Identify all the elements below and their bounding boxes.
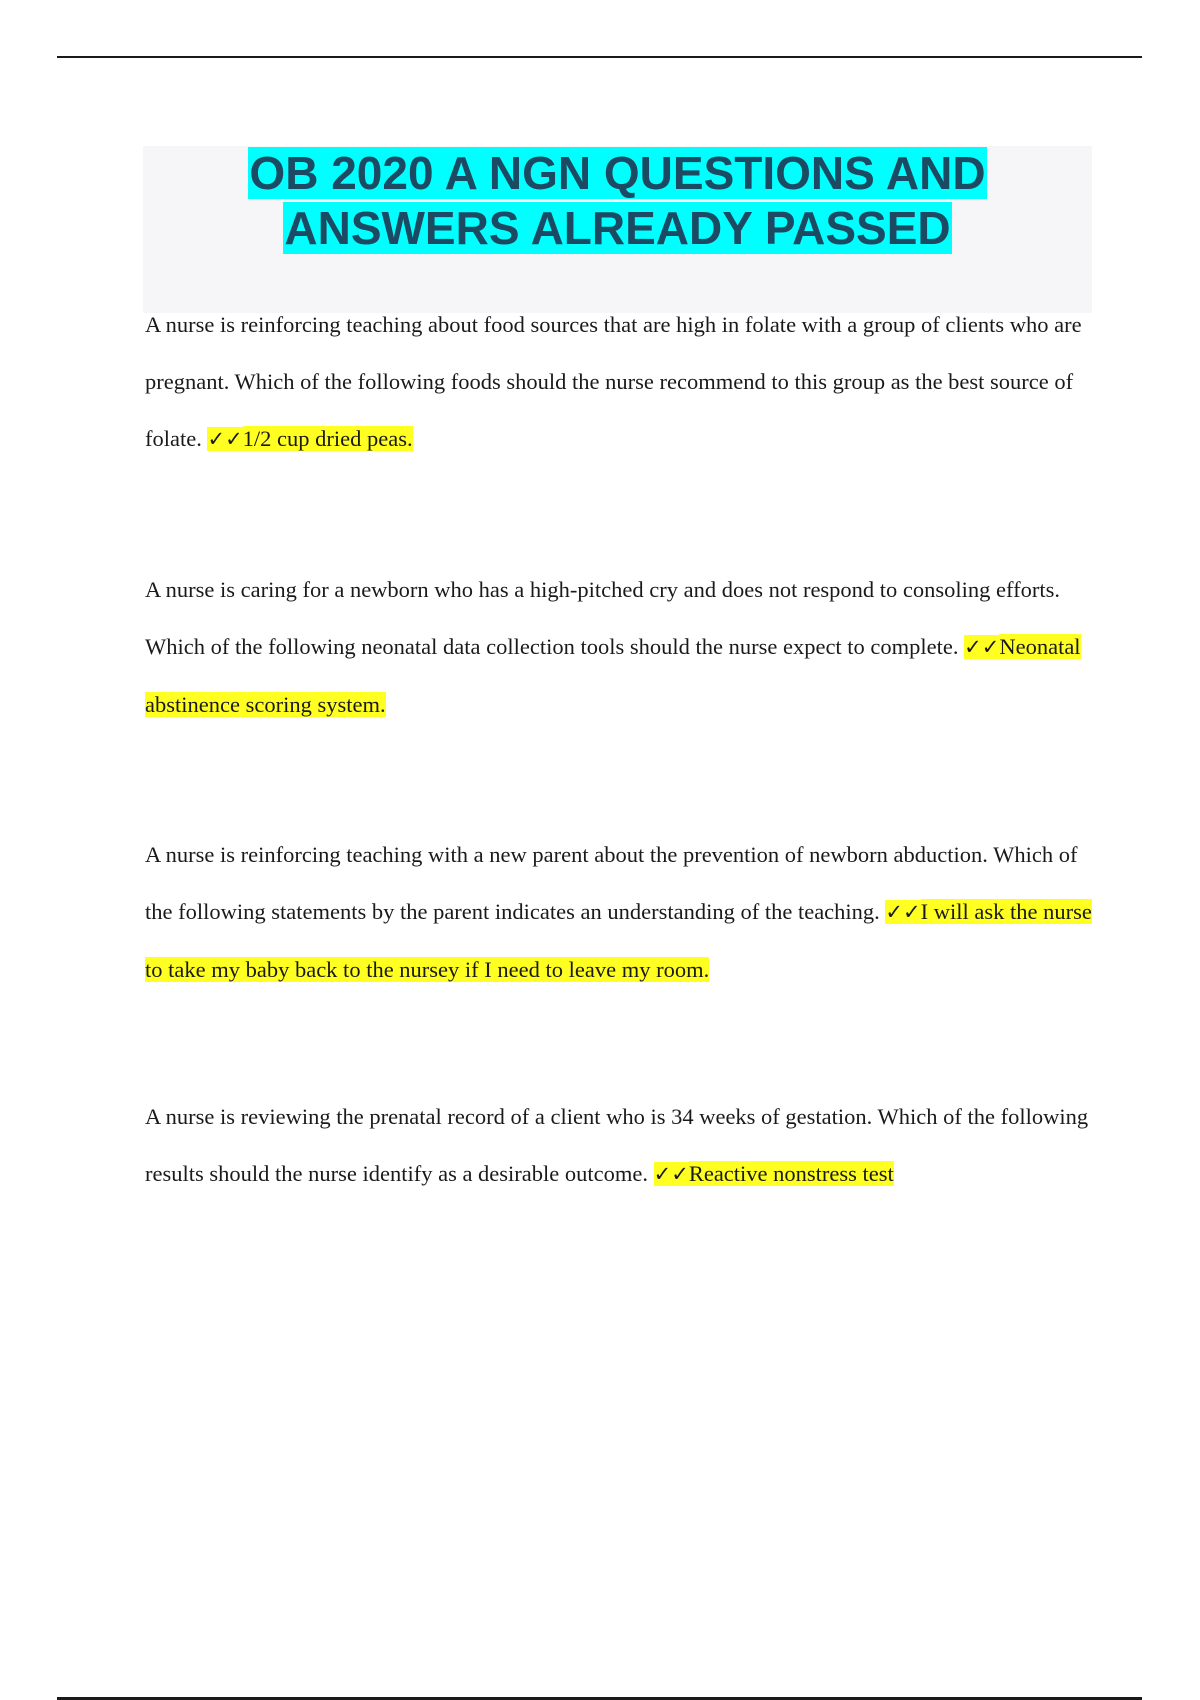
question-item-1 bbox=[145, 296, 1093, 468]
question-text: A nurse is reinforcing teaching about food sources that are high in folate with a group of clients who are pregnant. Which of the following foods should the nurse recommend to this group as the best source of folate. bbox=[145, 312, 1082, 451]
question-text: A nurse is reviewing the prenatal record of a client who is 34 weeks of gestation. Which of the following results should the nurse identify as a desirable outcome. bbox=[145, 1104, 1089, 1186]
title-line-1: OB 2020 A NGN QUESTIONS AND bbox=[249, 147, 986, 199]
question-item-2 bbox=[145, 561, 1093, 733]
answer-text: 1/2 cup dried peas. bbox=[242, 426, 413, 451]
question-text: A nurse is caring for a newborn who has a high-pitched cry and does not respond to consoling efforts. Which of the following neonatal data collection tools should the nurse expect to complete. bbox=[145, 577, 1060, 659]
answer-text: Neonatal abstinence scoring system. bbox=[145, 634, 1081, 717]
question-item-3 bbox=[145, 826, 1093, 998]
check-icon: ✓✓ bbox=[207, 427, 243, 451]
header-rule bbox=[57, 56, 1142, 58]
question-item-4 bbox=[145, 1088, 1093, 1203]
check-icon: ✓✓ bbox=[964, 635, 1000, 659]
answer-text: I will ask the nurse to take my baby back to the nursey if I need to leave my room. bbox=[145, 899, 1092, 982]
document-title bbox=[143, 146, 1092, 256]
check-icon: ✓✓ bbox=[653, 1162, 689, 1186]
title-block bbox=[143, 146, 1092, 313]
answer-text: Reactive nonstress test bbox=[688, 1161, 894, 1186]
question-text: A nurse is reinforcing teaching with a new parent about the prevention of newborn abduction. Which of the following statements by the parent indicates an understanding of the teaching. bbox=[145, 842, 1078, 924]
check-icon: ✓✓ bbox=[885, 900, 921, 924]
title-line-2: ANSWERS ALREADY PASSED bbox=[284, 202, 951, 254]
